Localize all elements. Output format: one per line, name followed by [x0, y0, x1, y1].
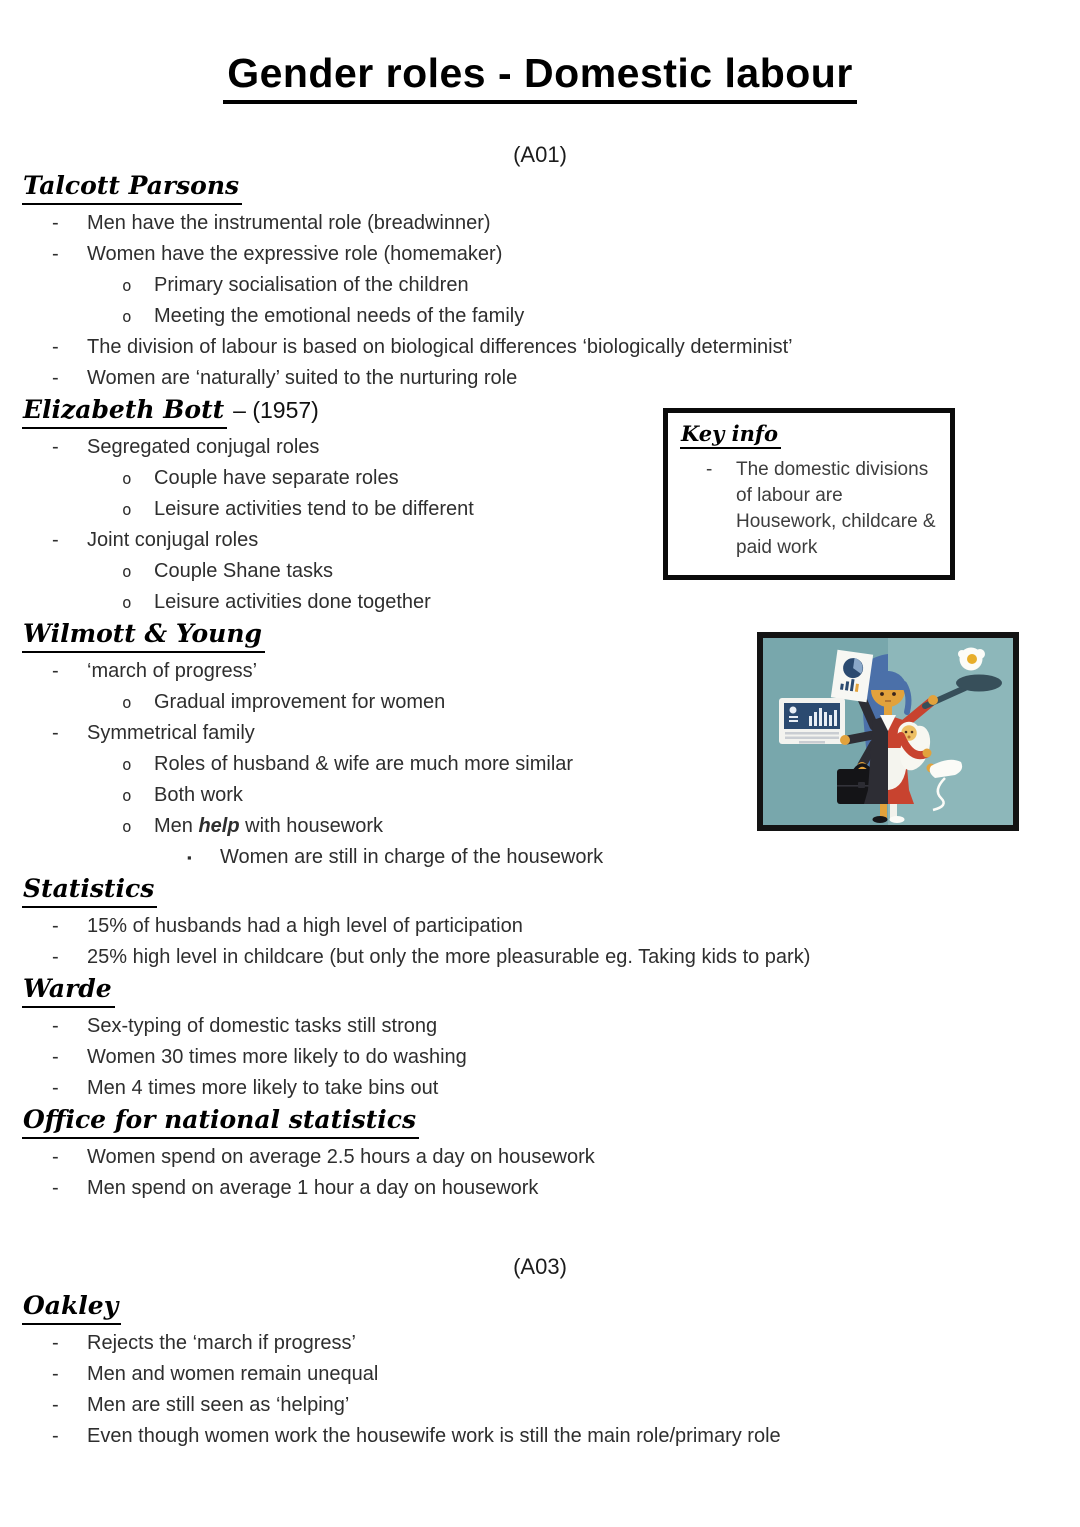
- list-item-text: Symmetrical family: [87, 722, 255, 744]
- page-title-row: [0, 50, 1080, 104]
- section-heading-oakley: [22, 1290, 1058, 1328]
- list-item: [22, 1073, 1058, 1104]
- multitasking-woman-illustration: [763, 638, 1013, 825]
- list-item-text: Both work: [154, 784, 243, 806]
- bullet-dash-marker: -: [52, 660, 59, 682]
- list-item: [22, 1011, 1058, 1042]
- bullet-dash-marker: -: [52, 243, 59, 265]
- warde-list: [22, 1011, 1058, 1104]
- a03-label: (A03): [513, 1254, 567, 1279]
- list-item: [22, 1421, 1058, 1452]
- list-item-text: Men and women remain unequal: [87, 1363, 379, 1385]
- list-item: [22, 270, 1058, 301]
- list-item-text: Men are still seen as ‘helping’: [87, 1394, 350, 1416]
- bullet-circle-marker: o: [122, 817, 132, 836]
- bullet-circle-marker: o: [122, 469, 132, 488]
- list-item-text: Joint conjugal roles: [87, 529, 259, 551]
- bullet-dash-marker: -: [52, 1177, 59, 1199]
- a01-label: (A01): [513, 142, 567, 167]
- heading-year: – (1957): [233, 397, 319, 423]
- list-item: [22, 1359, 1058, 1390]
- bullet-circle-marker: o: [122, 307, 132, 326]
- neck: [884, 706, 892, 715]
- list-item: [22, 1390, 1058, 1421]
- bullet-dash-marker: -: [706, 459, 713, 480]
- list-item: [22, 363, 1058, 394]
- bullet-dash-marker: -: [52, 1332, 59, 1354]
- shoe-left: [873, 816, 888, 823]
- illustration-frame: [757, 632, 1019, 831]
- bullet-dash-marker: -: [52, 1046, 59, 1068]
- list-item: [22, 942, 1058, 973]
- skirt-left: [864, 790, 888, 804]
- bullet-dash-marker: -: [52, 946, 59, 968]
- bullet-dash-marker: -: [52, 1425, 59, 1447]
- item-text-post: with housework: [239, 815, 383, 837]
- key-info-item: [680, 457, 940, 561]
- bullet-square-marker: ▪: [187, 850, 192, 865]
- list-item-text: Women have the expressive role (homemaker): [87, 243, 503, 265]
- heading-text: Statistics: [22, 873, 157, 908]
- list-item-text: Men spend on average 1 hour a day on housework: [87, 1177, 539, 1199]
- shoe-right: [890, 816, 905, 823]
- bullet-circle-marker: o: [122, 593, 132, 612]
- list-item-text: Rejects the ‘march if progress’: [87, 1332, 356, 1354]
- list-item-text: The division of labour is based on biological differences ‘biologically determinist’: [87, 336, 793, 358]
- list-item: [22, 239, 1058, 270]
- list-item: [22, 842, 1058, 873]
- talcott-parsons-list: [22, 208, 1058, 394]
- eye-left: [880, 692, 884, 696]
- list-item-text: Men 4 times more likely to take bins out: [87, 1077, 439, 1099]
- list-item: [22, 332, 1058, 363]
- key-info-box: [663, 408, 955, 580]
- key-info-heading: Key info: [680, 421, 781, 449]
- item-text-pre: Men: [154, 815, 199, 837]
- list-item-text: ‘march of progress’: [87, 660, 258, 682]
- bullet-dash-marker: -: [52, 367, 59, 389]
- bullet-dash-marker: -: [52, 915, 59, 937]
- list-item-text: Women 30 times more likely to do washing: [87, 1046, 467, 1068]
- oakley-list: [22, 1328, 1058, 1452]
- list-item-text: Gradual improvement for women: [154, 691, 446, 713]
- heading-text: Wilmott & Young: [22, 618, 265, 653]
- bullet-circle-marker: o: [122, 755, 132, 774]
- list-item-text: Even though women work the housewife work is still the main role/primary role: [87, 1425, 781, 1447]
- list-item-text: Leisure activities tend to be different: [154, 498, 474, 520]
- bullet-circle-marker: o: [122, 786, 132, 805]
- statistics-list: [22, 911, 1058, 973]
- bullet-dash-marker: -: [52, 722, 59, 744]
- list-item: [22, 1328, 1058, 1359]
- bullet-dash-marker: -: [52, 529, 59, 551]
- list-item: [22, 1173, 1058, 1204]
- list-item-text: Women are ‘naturally’ suited to the nurturing role: [87, 367, 518, 389]
- key-info-text: The domestic divisions of labour are Housework, childcare & paid work: [736, 459, 936, 558]
- heading-text: Oakley: [22, 1290, 121, 1325]
- bullet-dash-marker: -: [52, 1077, 59, 1099]
- list-item-text: 25% high level in childcare (but only the more pleasurable eg. Taking kids to park): [87, 946, 811, 968]
- bullet-dash-marker: -: [52, 212, 59, 234]
- ons-list: [22, 1142, 1058, 1204]
- bullet-dash-marker: -: [52, 1394, 59, 1416]
- bullet-dash-marker: -: [52, 336, 59, 358]
- list-item-text: Roles of husband & wife are much more similar: [154, 753, 574, 775]
- list-item: [22, 1142, 1058, 1173]
- section-heading-talcott-parsons: [22, 170, 1058, 208]
- section-heading-ons: [22, 1104, 1058, 1142]
- list-item-text: Primary socialisation of the children: [154, 274, 469, 296]
- list-item-text: Men have the instrumental role (breadwinner): [87, 212, 491, 234]
- list-item-text: Women are still in charge of the housework: [220, 846, 604, 868]
- bullet-dash-marker: -: [52, 1363, 59, 1385]
- list-item: [22, 208, 1058, 239]
- heading-text: Warde: [22, 973, 115, 1008]
- bullet-circle-marker: o: [122, 276, 132, 295]
- bullet-dash-marker: -: [52, 436, 59, 458]
- list-item-text: 15% of husbands had a high level of participation: [87, 915, 523, 937]
- list-item-text: Segregated conjugal roles: [87, 436, 320, 458]
- heading-text: Elizabeth Bott: [22, 394, 227, 429]
- list-item-text: Meeting the emotional needs of the family: [154, 305, 525, 327]
- bullet-circle-marker: o: [122, 562, 132, 581]
- page-title: Gender roles - Domestic labour: [223, 50, 857, 104]
- heading-text: Office for national statistics: [22, 1104, 419, 1139]
- list-item: [22, 1042, 1058, 1073]
- section-heading-warde: [22, 973, 1058, 1011]
- bullet-circle-marker: o: [122, 693, 132, 712]
- list-item-text: Couple have separate roles: [154, 467, 399, 489]
- list-item-text: Couple Shane tasks: [154, 560, 334, 582]
- list-item-text: Women spend on average 2.5 hours a day on housework: [87, 1146, 595, 1168]
- eye-right: [892, 692, 896, 696]
- list-item: [22, 301, 1058, 332]
- heading-text: Talcott Parsons: [22, 170, 242, 205]
- list-item-text: Sex-typing of domestic tasks still strong: [87, 1015, 438, 1037]
- list-item-text: Leisure activities done together: [154, 591, 431, 613]
- bullet-dash-marker: -: [52, 1015, 59, 1037]
- bullet-circle-marker: o: [122, 500, 132, 519]
- bullet-dash-marker: -: [52, 1146, 59, 1168]
- list-item: [22, 587, 1058, 618]
- list-item: [22, 911, 1058, 942]
- section-heading-statistics: [22, 873, 1058, 911]
- item-text-emphasis: help: [198, 815, 240, 837]
